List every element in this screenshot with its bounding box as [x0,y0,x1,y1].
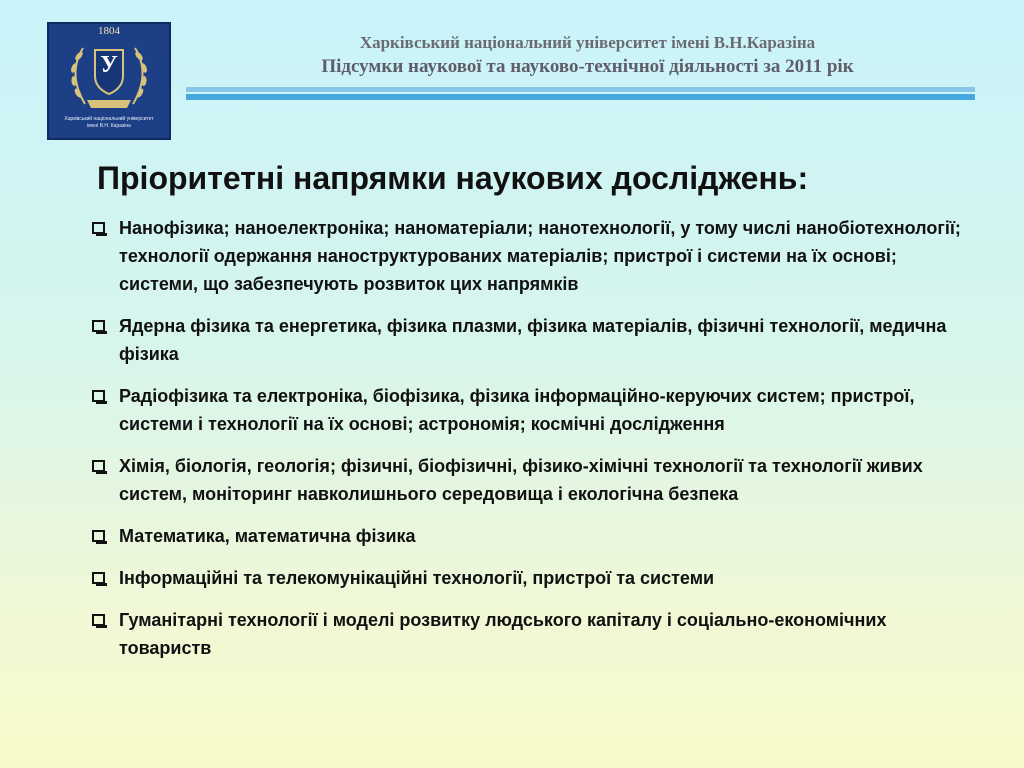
university-name: Харківський національний університет імені В.Н.Каразіна [359,33,816,52]
list-item-text: Радіофізика та електроніка, біофізика, фізика інформаційно-керуючих систем; пристрої, системи і технології на їх основі; астрономія; космічні дослідження [119,386,915,434]
checkbox-bullet-icon [92,614,105,626]
checkbox-bullet-icon [92,530,105,542]
logo-letter: У [100,52,118,78]
university-logo [47,22,171,140]
checkbox-bullet-icon [92,460,105,472]
logo-caption: Харківський національний університет імені В.Н. Каразіна [64,116,154,129]
list-item [92,522,972,550]
list-item-text: Математика, математична фізика [119,526,416,546]
header-divider-light [186,87,975,92]
list-item-text: Ядерна фізика та енергетика, фізика плазми, фізика матеріалів, фізичні технології, медична фізика [119,316,947,364]
logo-year: 1804 [98,25,120,37]
priority-directions-list [92,214,972,676]
list-item-text: Хімія, біологія, геологія; фізичні, біофізичні, фізико-хімічні технології та технології живих систем, моніторинг навколишнього середовища і екологічна безпека [119,456,923,504]
list-item [92,606,972,662]
checkbox-bullet-icon [92,390,105,402]
checkbox-bullet-icon [92,572,105,584]
list-item [92,214,972,298]
header-divider-dark [186,94,975,100]
list-item-text: Інформаційні та телекомунікаційні технології, пристрої та системи [119,568,715,588]
list-item-text: Нанофізика; наноелектроніка; наноматеріали; нанотехнології, у тому числі нанобіотехнології; технології одержання наноструктурованих матеріалів; пристрої і системи на їх основі; системи, що забезпечують розвиток цих напрямків [119,218,961,294]
list-item [92,312,972,368]
checkbox-bullet-icon [92,222,105,234]
list-item [92,452,972,508]
slide-title: Пріоритетні напрямки наукових досліджень: [97,160,809,196]
list-item [92,564,972,592]
checkbox-bullet-icon [92,320,105,332]
header-subtitle: Підсумки наукової та науково-технічної діяльності за 2011 рік [321,56,854,77]
list-item-text: Гуманітарні технології і моделі розвитку людського капіталу і соціально-економічних товариств [119,610,887,658]
list-item [92,382,972,438]
